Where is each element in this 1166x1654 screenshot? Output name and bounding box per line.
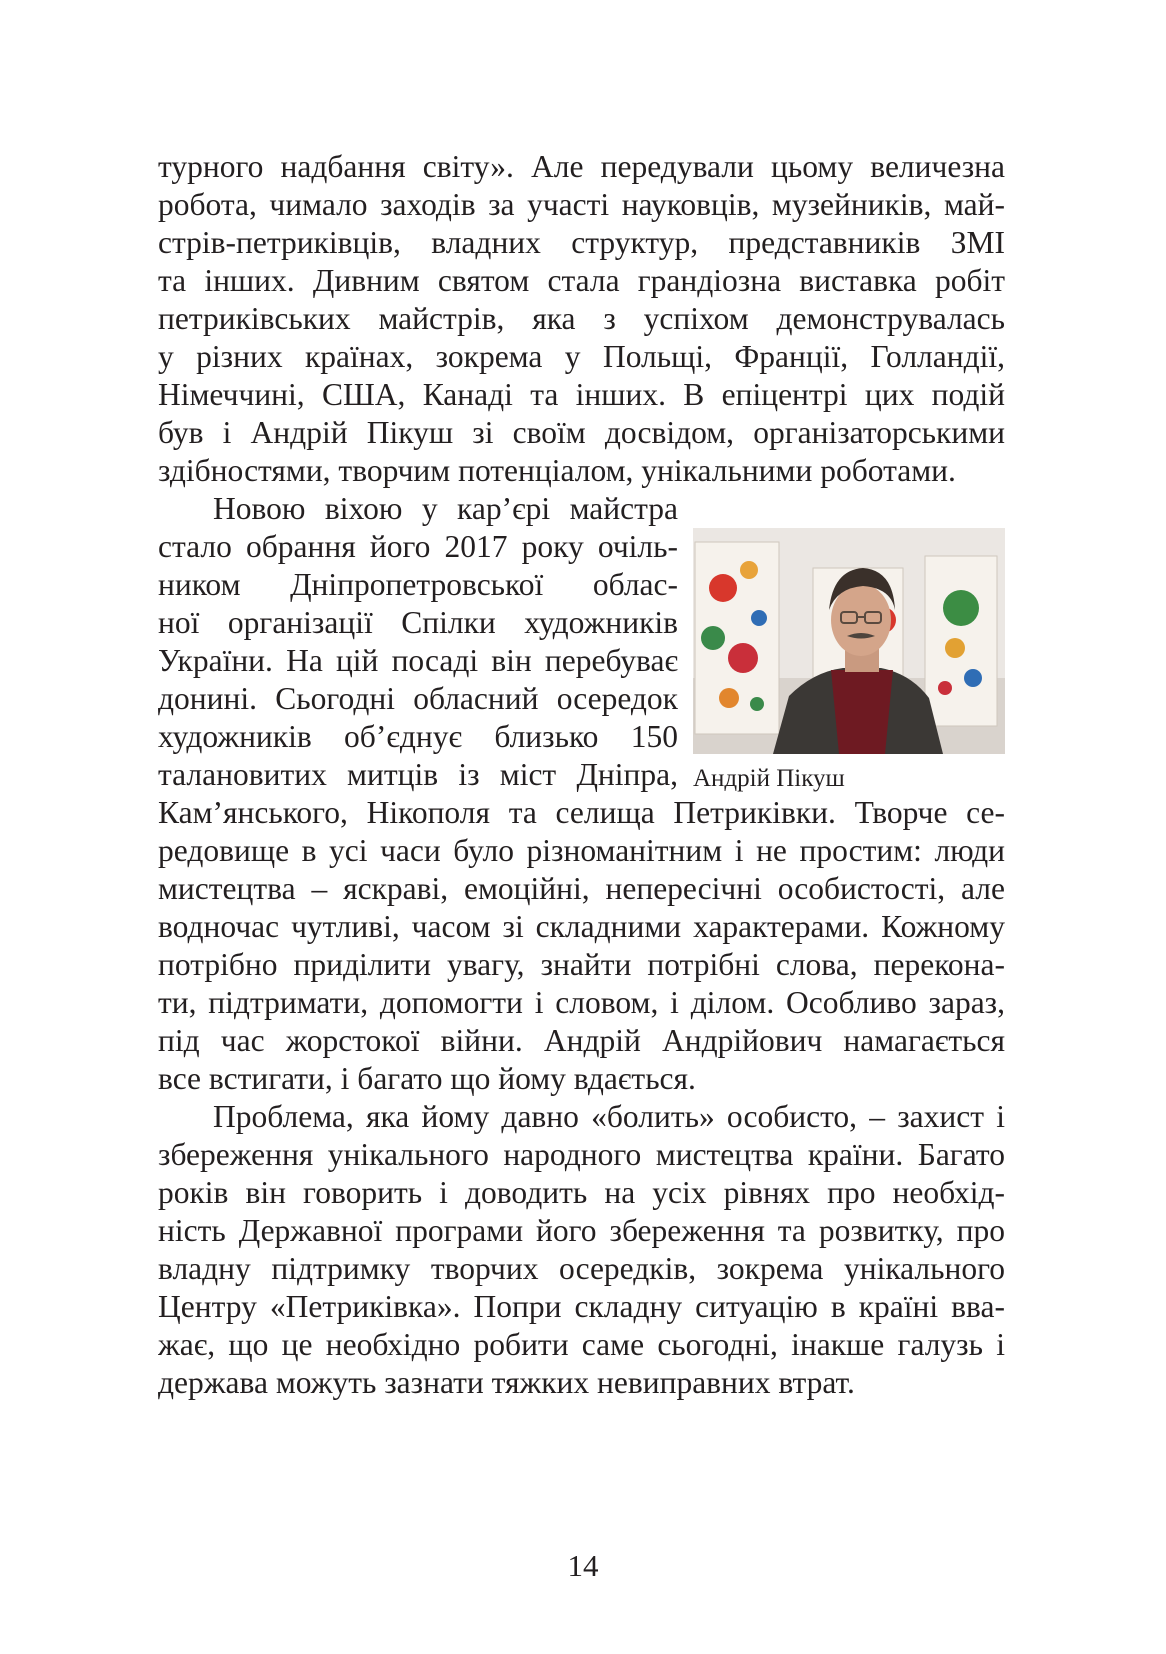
text-line: України. На цій посаді він перебуває: [158, 643, 678, 678]
text-line: років він говорить і доводить на усіх рівнях про необхід-: [158, 1175, 1005, 1210]
portrait-photo: [693, 528, 1005, 754]
text-line: ти, підтримати, допомогти і словом, і ділом. Особливо зараз,: [158, 985, 1005, 1020]
text-line: робота, чимало заходів за участі науковців, музейників, май-: [158, 187, 1005, 222]
text-line: під час жорстокої війни. Андрій Андрійович намагається: [158, 1023, 1005, 1058]
text-line: турного надбання світу». Але передували цьому величезна: [158, 149, 1005, 184]
text-line: донині. Сьогодні обласний осередок: [158, 681, 678, 716]
text-line: петриківських майстрів, яка з успіхом демонструвалась: [158, 301, 1005, 336]
text-line: все встигати, і багато що йому вдається.: [158, 1061, 696, 1096]
text-line: стало обрання його 2017 року очіль-: [158, 529, 678, 564]
text-line: жає, що це необхідно робити саме сьогодні, інакше галузь і: [158, 1327, 1005, 1362]
text-line: та інших. Дивним святом стала грандіозна виставка робіт: [158, 263, 1005, 298]
text-line: Кам’янського, Нікополя та селища Петриківки. Творче се-: [158, 795, 1005, 830]
text-line: художників об’єднує близько 150: [158, 719, 678, 754]
text-line: ної організації Спілки художників: [158, 605, 678, 640]
text-line: у різних країнах, зокрема у Польщі, Франції, Голландії,: [158, 339, 1005, 374]
text-line: стрів-петриківців, владних структур, представників ЗМІ: [158, 225, 1005, 260]
text-line: редовище в усі часи було різноманітним і не простим: люди: [158, 833, 1005, 868]
text-line: був і Андрій Пікуш зі своїм досвідом, організаторськими: [158, 415, 1005, 450]
text-line: мистецтва – яскраві, емоційні, непересічні особистості, але: [158, 871, 1005, 906]
text-line: водночас чутливі, часом зі складними характерами. Кожному: [158, 909, 1005, 944]
page-number: 14: [567, 1548, 599, 1583]
text-line: талановитих митців із міст Дніпра,: [158, 757, 678, 792]
text-line: збереження унікального народного мистецтва країни. Багато: [158, 1137, 1005, 1172]
text-line: ність Державної програми його збереження та розвитку, про: [158, 1213, 1005, 1248]
text-line: ником Дніпропетровської облас-: [158, 567, 678, 602]
text-line: держава можуть зазнати тяжких невиправних втрат.: [158, 1365, 855, 1400]
text-line: Німеччині, США, Канаді та інших. В епіцентрі цих подій: [158, 377, 1005, 412]
photo-caption: Андрій Пікуш: [693, 765, 845, 792]
text-line: Проблема, яка йому давно «болить» особисто, – захист і: [213, 1099, 1005, 1134]
text-line: Центру «Петриківка». Попри складну ситуацію в країні вва-: [158, 1289, 1005, 1324]
text-line: Новою віхою у кар’єрі майстра: [213, 491, 678, 526]
text-line: владну підтримку творчих осередків, зокрема унікального: [158, 1251, 1005, 1286]
text-line: здібностями, творчим потенціалом, унікальними роботами.: [158, 453, 956, 488]
text-line: потрібно приділити увагу, знайти потрібні слова, переконa-: [158, 947, 1005, 982]
